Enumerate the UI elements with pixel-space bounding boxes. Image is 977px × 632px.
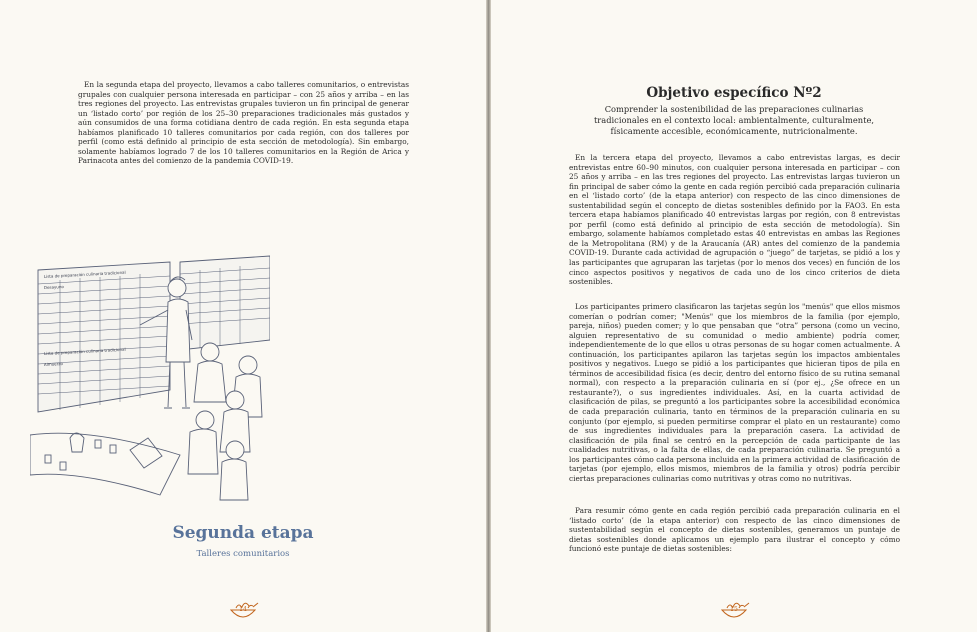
board-top-heading: Lista de preparación culinaria tradicional xyxy=(43,269,126,279)
section-subtitle: Talleres comunitarios xyxy=(196,549,290,559)
section-title: Segunda etapa xyxy=(172,523,314,543)
page-number: 15 xyxy=(730,606,738,613)
workshop-illustration xyxy=(30,240,270,510)
page-number: 14 xyxy=(239,606,247,613)
objective-title: Objetivo específico Nº2 xyxy=(646,85,822,101)
left-page xyxy=(0,0,486,632)
right-page xyxy=(491,0,977,632)
paragraph-1: En la tercera etapa del proyecto, llevamos a cabo entrevistas largas, es decir entrevistas entre 60–90 minutos, con cualquier persona interesada en participar – con 25 años y arriba – en las tres regiones del proyecto. Las entrevistas largas tuvieron un fin principal de saber cómo la gente en cada región percibió cada preparación culinaria en el ‘listado corto’ (de la etapa anterior) con respecto de las cinco dimensiones de sustentabilidad según el concepto de dietas sostenibles definido por la FAO3. En esta tercera etapa habíamos planificado 40 entrevistas largas por región, con 8 entrevistas por perfil (como está definido al principio de esta sección de metodología). Sin embargo, solamente habíamos completado estas 40 entrevistas en ambas las Regiones de la Metropolitana (RM) y de la Araucanía (AR) antes del comienzo de la pandemia COVID-19. Durante cada actividad de agrupación o “juego” de tarjetas, se pidió a los y las participantes que agruparan las tarjetas (por lo menos dos veces) en función de los cinco aspectos positivos y negativos de cada uno de los cinco criterios de dieta sostenibles. xyxy=(569,153,900,287)
paragraph-3: Para resumir cómo gente en cada región percibió cada preparación culinaria en el ‘listado corto’ (de la etapa anterior) con respecto de las cinco dimensiones de sustentabilidad según el concepto de dietas sostenibles, generamos un puntaje de dietas sostenibles donde aplicamos un ejemplo para ilustrar el concepto y cómo funcionó este puntaje de dietas sostenibles: xyxy=(569,506,900,554)
paragraph-2: Los participantes primero clasificaron las tarjetas según los "menús" que ellos mismos comerían o podrían comer; "Menús" que los miembros de la familia (por ejemplo, pareja, niños) pueden comer; y lo que pensaban que “otra” persona (como un vecino, alguien representativo de su comunidad o medio ambiente) podría comer, independientemente de lo que ellos u otras personas de su hogar comen actualmente. A continuación, los participantes apilaron las tarjetas según los impactos ambientales positivos y negativos. Luego se pidió a los participantes que hicieran tipos de pila en términos de accesibilidad física (es decir, dentro del entorno físico de su rutina semanal normal), con respecto a la preparación culinaria en sí (por ej., ¿Se ofrece en un restaurante?), o sus ingredientes individuales. Así, en la cuarta actividad de clasificación de pilas, se preguntó a los participantes sobre la accesibilidad económica de cada preparación culinaria, tanto en términos de la preparación culinaria en su conjunto (por ejemplo, si pueden permitirse comprar el plato en un restaurante) como de sus ingredientes individuales para la preparación casera. La actividad de clasificación de pila final se centró en la percepción de cada participante de las cualidades nutritivas, o la falta de ellas, de cada preparación culinaria. Se preguntó a los participantes cómo cada persona incluida en la primera actividad de clasificación de tarjetas (por ejemplo, ellos mismos, miembros de la familia y otros) podría percibir ciertas preparaciones culinarias como nutritivas y otras como no nutritivas. xyxy=(569,302,900,483)
board-bottom-row: Almuerzo xyxy=(43,361,63,367)
objective-subtitle: Comprender la sostenibilidad de las preparaciones culinarias tradicionales en el contexto local: ambientalmente, culturalmente, físicamente accesible, económicamente, nutricionalmente. xyxy=(593,104,875,136)
left-paragraph: En la segunda etapa del proyecto, llevamos a cabo talleres comunitarios, o entrevistas grupales con cualquier persona interesada en participar – con 25 años y arriba – en las tres regiones del proyecto. Las entrevistas grupales tuvieron un fin principal de generar un ‘listado corto’ por región de los 25–30 preparaciones tradicionales más gustados y aún consumidos de una forma cotidiana dentro de cada región. En esta segunda etapa habíamos planificado 10 talleres comunitarios por cada región, con dos talleres por perfil (como está definido al principio de esta sección de metodología). Sin embargo, solamente habíamos logrado 7 de los 10 talleres comunitarios en la Región de Arica y Parinacota antes del comienzo de la pandemia COVID-19. xyxy=(78,80,409,166)
board-top-row: Desayuno xyxy=(43,283,64,290)
board-bottom-heading: Lista de preparación culinaria tradicional xyxy=(43,346,126,356)
